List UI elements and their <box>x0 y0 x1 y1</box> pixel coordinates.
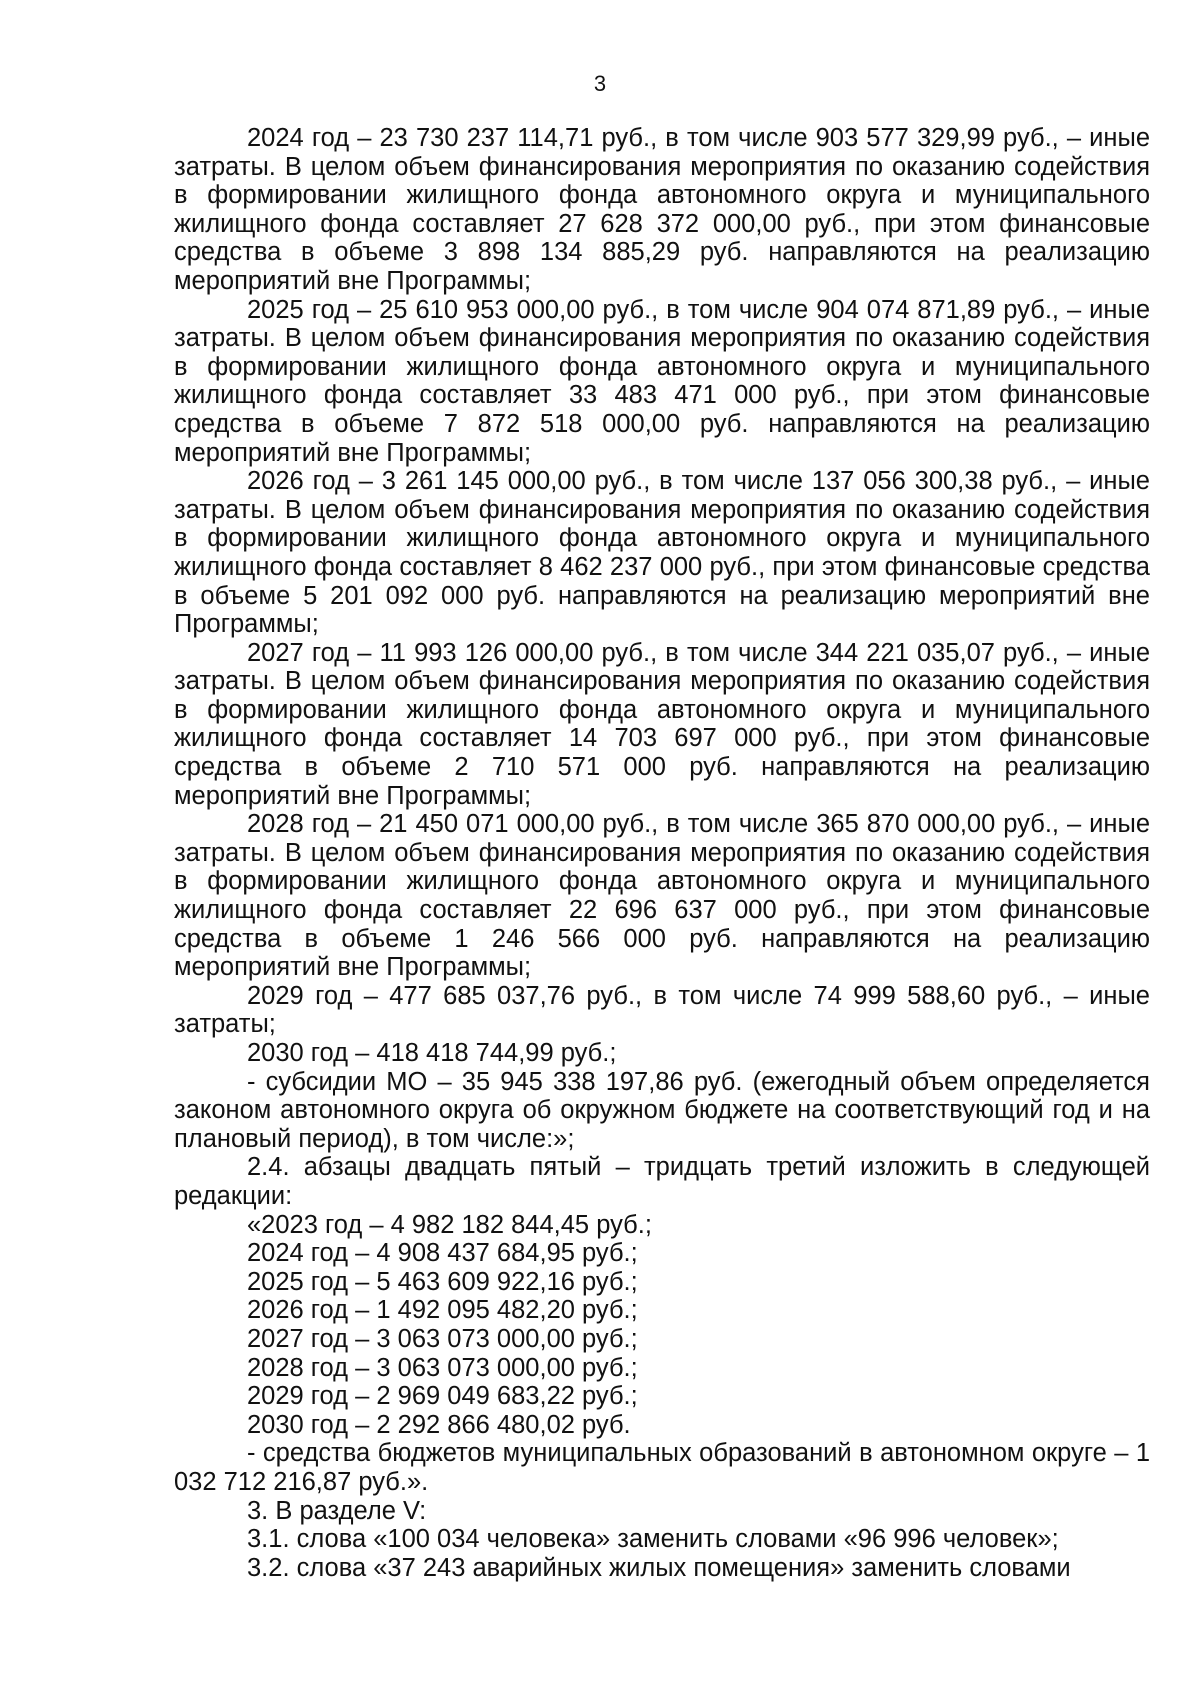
list-item-2027: 2027 год – 3 063 073 000,00 руб.; <box>247 1324 638 1353</box>
document-body <box>174 124 1150 1582</box>
paragraph-2029-funding: 2029 год – 477 685 037,76 руб., в том числе 74 999 588,60 руб., – иные затраты; <box>174 981 1150 1039</box>
paragraph-item-3-2: 3.2. слова «37 243 аварийных жилых помещения» заменить словами <box>247 1553 1071 1582</box>
paragraph-2024-funding: 2024 год – 23 730 237 114,71 руб., в том числе 903 577 329,99 руб., – иные затраты. В целом объем финансирования мероприятия по оказанию содействия в формировании жилищного фонда автономного округа и муниципального жилищного фонда составляет 27 628 372 000,00 руб., при этом финансовые средства в объеме 3 898 134 885,29 руб. направляются на реализацию мероприятий вне Программы; <box>174 124 1150 295</box>
list-item-2023: «2023 год – 4 982 182 844,45 руб.; <box>247 1210 652 1239</box>
paragraph-subsidies-mo: - субсидии МО – 35 945 338 197,86 руб. (ежегодный объем определяется законом автономного округа об окружном бюджете на соответствующий год и на плановый период), в том числе:»; <box>174 1067 1150 1153</box>
list-item-2025: 2025 год – 5 463 609 922,16 руб.; <box>247 1267 638 1296</box>
list-item-2024: 2024 год – 4 908 437 684,95 руб.; <box>247 1239 638 1268</box>
line-item-3-1: 3.1. слова «100 034 человека» заменить словами «96 996 человек»; <box>247 1525 1059 1554</box>
line-section-v: 3. В разделе V: <box>247 1496 427 1525</box>
list-item-2026: 2026 год – 1 492 095 482,20 руб.; <box>247 1296 638 1325</box>
paragraph-2028-funding: 2028 год – 21 450 071 000,00 руб., в том числе 365 870 000,00 руб., – иные затраты. В целом объем финансирования мероприятия по оказанию содействия в формировании жилищного фонда автономного округа и муниципального жилищного фонда составляет 22 696 637 000 руб., при этом финансовые средства в объеме 1 246 566 000 руб. направляются на реализацию мероприятий вне Программы; <box>174 810 1150 982</box>
page-number: 3 <box>593 71 607 96</box>
list-item-2028: 2028 год – 3 063 073 000,00 руб.; <box>247 1353 638 1382</box>
line-2030-funding: 2030 год – 418 418 744,99 руб.; <box>247 1039 617 1067</box>
paragraph-municipal-budgets: - средства бюджетов муниципальных образований в автономном округе – 1 032 712 216,87 руб.». <box>174 1439 1150 1496</box>
paragraph-2026-funding: 2026 год – 3 261 145 000,00 руб., в том числе 137 056 300,38 руб., – иные затраты. В целом объем финансирования мероприятия по оказанию содействия в формировании жилищного фонда автономного округа и муниципального жилищного фонда составляет 8 462 237 000 руб., при этом финансовые средства в объеме 5 201 092 000 руб. направляются на реализацию мероприятий вне Программы; <box>174 467 1150 639</box>
paragraph-2025-funding: 2025 год – 25 610 953 000,00 руб., в том числе 904 074 871,89 руб., – иные затраты. В целом объем финансирования мероприятия по оказанию содействия в формировании жилищного фонда автономного округа и муниципального жилищного фонда составляет 33 483 471 000 руб., при этом финансовые средства в объеме 7 872 518 000,00 руб. направляются на реализацию мероприятий вне Программы; <box>174 295 1150 467</box>
paragraph-item-2-4: 2.4. абзацы двадцать пятый – тридцать третий изложить в следующей редакции: <box>174 1153 1150 1210</box>
list-item-2030: 2030 год – 2 292 866 480,02 руб. <box>247 1410 631 1439</box>
list-item-2029: 2029 год – 2 969 049 683,22 руб.; <box>247 1382 638 1411</box>
paragraph-2027-funding: 2027 год – 11 993 126 000,00 руб., в том числе 344 221 035,07 руб., – иные затраты. В целом объем финансирования мероприятия по оказанию содействия в формировании жилищного фонда автономного округа и муниципального жилищного фонда составляет 14 703 697 000 руб., при этом финансовые средства в объеме 2 710 571 000 руб. направляются на реализацию мероприятий вне Программы; <box>174 638 1150 810</box>
